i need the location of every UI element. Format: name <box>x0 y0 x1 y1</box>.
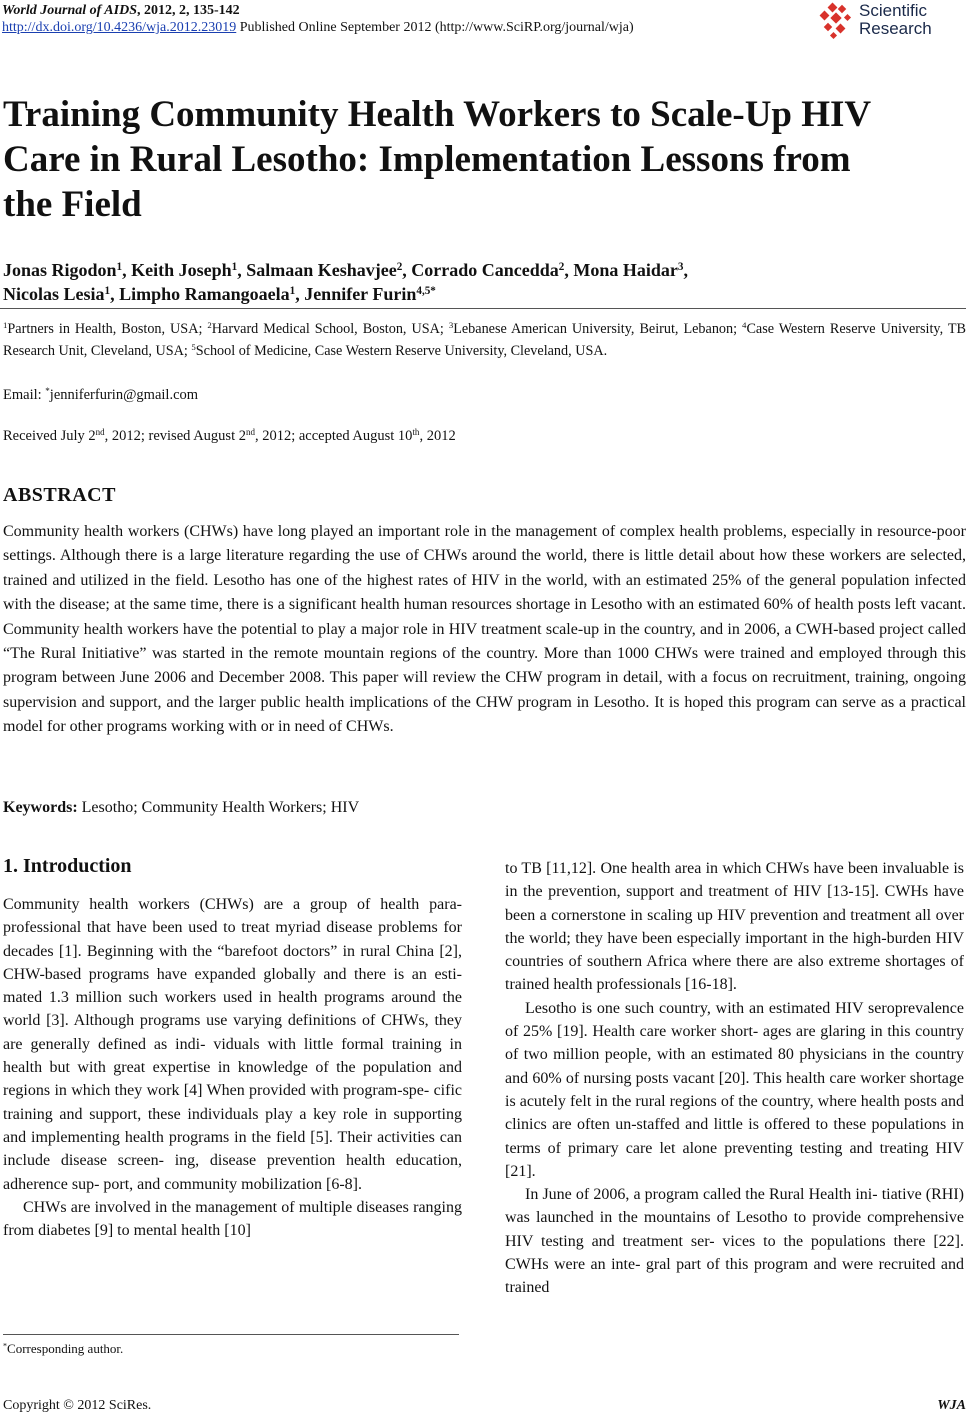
keywords-list: Lesotho; Community Health Workers; HIV <box>77 799 360 816</box>
affiliations: $^1$Partners in Health, Boston, USA; $^2$Harvard Medical School, Boston, USA; $^3$Lebanese American University, Beirut, Lebanon; $^4$Case Western Reserve University, TB Research Unit, Cleveland, USA; $^5$School of Medicine, Case Western Reserve University, Cleveland, USA. <box>3 320 966 359</box>
logo-line2: Research <box>859 19 932 38</box>
right-column <box>505 857 964 1300</box>
author-list <box>3 258 963 306</box>
author: Keith Joseph$^1$, <box>131 260 247 280</box>
logo-text <box>859 2 932 38</box>
logo-mark-icon <box>815 2 857 42</box>
abstract-heading: ABSTRACT <box>3 484 116 506</box>
logo-line1: Scientific <box>859 1 928 20</box>
footnote-divider <box>3 1334 459 1335</box>
paragraph: In June of 2006, a program called the Rural Health ini- tiative (RHI) was launched in the mountains of Lesotho to provide comprehensive HIV testing and treatment ser- vices to the populations there [22]. CWHs were an inte- gral part of this program and were recruited and trained <box>505 1186 964 1297</box>
paragraph: Lesotho is one such country, with an estimated HIV seroprevalence of 25% [19]. Health care worker short- ages are glaring in this country of two million people, with an estimated 80 physicians in the country and 60% of nursing posts vacant [20]. This health care worker shortage is acutely felt in the rural regions of the country, where health posts and clinics are often un-staffed and little is offered to these populations in terms of primary care let alone preventing testing and treating HIV [21]. <box>505 999 964 1180</box>
contact-email: Email: *jenniferfurin@gmail.com <box>3 386 199 403</box>
email-address[interactable]: jenniferfurin@gmail.com <box>49 387 199 403</box>
author: Salmaan Keshavjee$^2$, <box>246 260 412 280</box>
journal-citation <box>2 2 240 19</box>
author: Jonas Rigodon$^1$, <box>3 260 132 280</box>
paragraph: to TB [11,12]. One health area in which CHWs have been invaluable is in the prevention, support and treatment of HIV [13-15]. CWHs have been a cornerstone in scaling up HIV prevention and treatment all over the world; they have been especially important in the high-burden HIV countries of southern Africa where there are also extreme shortages of trained health professionals [16-18]. <box>505 860 964 994</box>
journal-name: World Journal of AIDS <box>2 3 137 18</box>
author: Nicolas Lesia$^1$, <box>3 284 120 304</box>
publisher-logo <box>815 2 965 42</box>
abstract-text: Community health workers (CHWs) have long played an important role in the management of complex health problems, especially in resource-poor settings. Although there is a large literature regarding the use of CHWs around the world, there is little detail about how these workers are selected, trained and utilized in the field. Lesotho has one of the highest rates of HIV in the world, with an estimated 25% of the general population infected with the disease; at the same time, there is a significant health human resources shortage in Lesotho with an estimated 60% of health posts left vacant. Community health workers have the potential to play a major role in HIV treatment scale-up in the country, and in 2006, a CWH-based project called “The Rural Initiative” was started in the remote mountain regions of the country. More than 1000 CHWs were trained and employed through this program between June 2006 and December 2008. This paper will review the CHW program in detail, with a focus on recruitment, training, ongoing supervision and support, and the larger public health implications of the CHW program in Lesotho. It is hoped this program can serve as a practical model for other programs working with or in need of CHWs. <box>3 523 966 736</box>
copyright: Copyright © 2012 SciRes. <box>3 1398 152 1413</box>
journal-abbreviation: WJA <box>937 1398 966 1413</box>
author: Corrado Cancedda$^2$, <box>411 260 574 280</box>
published-note: Published Online September 2012 (http://www.SciRP.org/journal/wja) <box>236 20 634 35</box>
author: Mona Haidar$^3$, <box>573 260 688 280</box>
title-divider <box>0 308 966 309</box>
paragraph: CHWs are involved in the management of multiple diseases ranging from diabetes [9] to mental health [10] <box>3 1198 462 1240</box>
doi-link[interactable]: http://dx.doi.org/10.4236/wja.2012.23019 <box>2 20 237 35</box>
left-column <box>3 893 462 1242</box>
author: Jennifer Furin$^{4,5*}$ <box>304 284 436 304</box>
paragraph: Community health workers (CHWs) are a group of health para-professional that have been used to treat myriad disease problems for decades [1]. Beginning with the “barefoot doctors” in rural China [2], CHW-based programs have expanded globally and there is an esti- mated 1.3 million such workers used in health programs around the world [3]. Although programs use varying definitions of CHWs, they are generally defined as indi- viduals with little formal training in health but with great expertise in knowledge of the population and regions in which they work [4] When provided with program-spe- cific training and support, these individuals play a key role in supporting and implementing health programs in the field [5]. Their activities can include disease screen- ing, disease prevention health education, adherence sup- port, and community mobilization [6-8]. <box>3 896 462 1193</box>
received-dates: Received July 2nd, 2012; revised August 2nd, 2012; accepted August 10th, 2012 <box>3 427 456 444</box>
keywords-label: Keywords: <box>3 799 78 816</box>
keywords <box>3 797 359 819</box>
doi-line <box>2 19 634 37</box>
footnote: *Corresponding author. <box>3 1341 124 1356</box>
journal-issue: , 2012, 2, 135-142 <box>136 3 240 18</box>
paper-title: Training Community Health Workers to Scale-Up HIV Care in Rural Lesotho: Implementation Lessons from the Field <box>3 94 871 225</box>
author: Limpho Ramangoaela$^1$, <box>119 284 305 304</box>
section-heading-introduction: 1. Introduction <box>3 855 132 877</box>
